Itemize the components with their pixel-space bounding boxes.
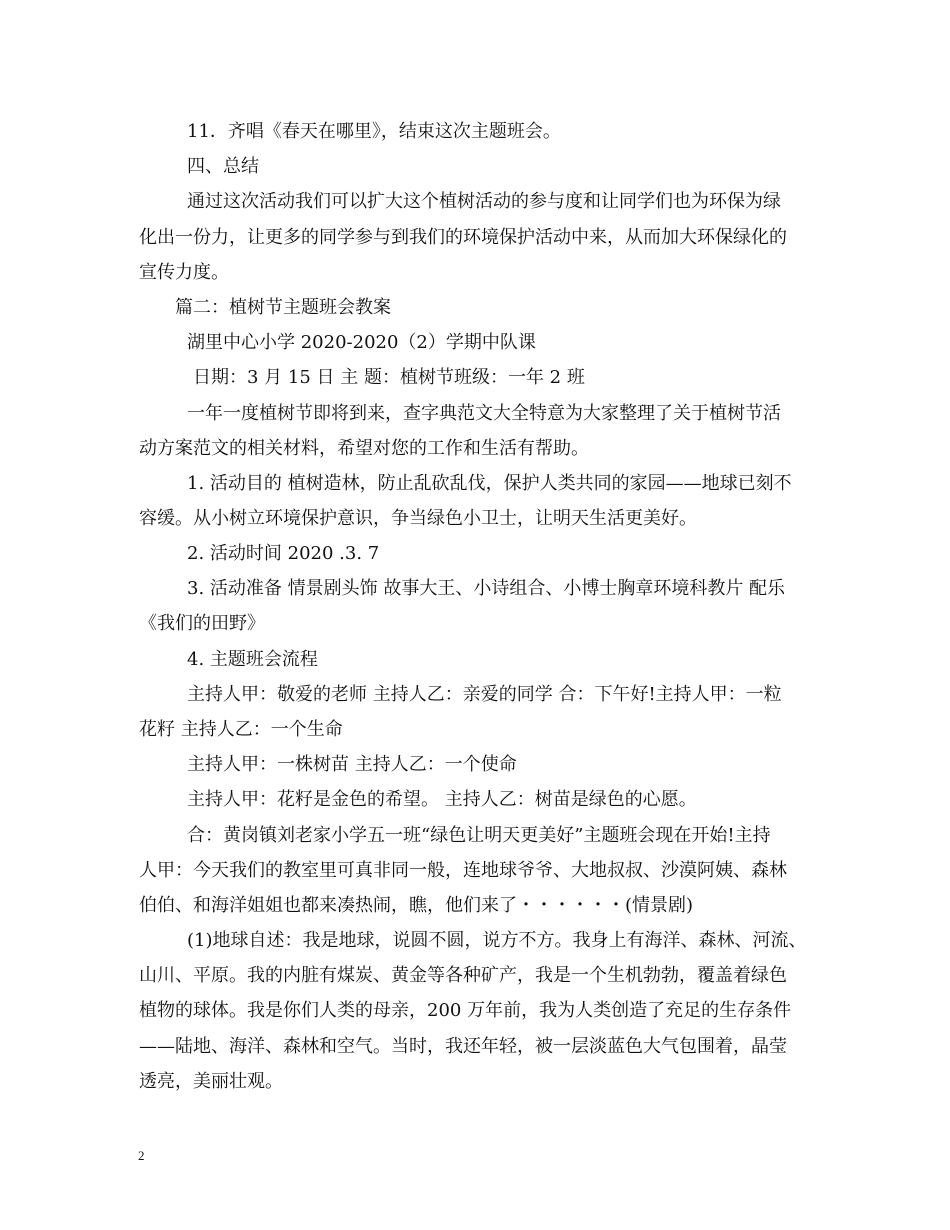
text-line: 植物的球体。我是你们人类的母亲，200 万年前，我为人类创造了充足的生存条件 — [139, 1000, 792, 1021]
text-line: 通过这次活动我们可以扩大这个植树活动的参与度和让同学们也为环保为绿 — [187, 191, 781, 212]
page-number: 2 — [138, 1148, 145, 1163]
text-line: 山川、平原。我的内脏有煤炭、黄金等各种矿产，我是一个生机勃勃，覆盖着绿色 — [139, 965, 787, 986]
text-line: 宣传力度。 — [139, 262, 229, 283]
section-heading: 篇二：植树节主题班会教案 — [175, 297, 391, 318]
text-line: 4. 主题班会流程 — [187, 649, 318, 670]
text-line: 3. 活动准备 情景剧头饰 故事大王、小诗组合、小博士胸章环境科教片 配乐 — [187, 578, 786, 599]
section-heading: 四、总结 — [187, 156, 259, 177]
text-line: 《我们的田野》 — [139, 613, 265, 634]
text-line: 伯伯、和海洋姐姐也都来凑热闹，瞧，他们来了・・・・・・(情景剧) — [139, 895, 694, 916]
text-line: 主持人甲：花籽是金色的希望。 主持人乙：树苗是绿色的心愿。 — [187, 789, 697, 810]
text-line: ——陆地、海洋、森林和空气。当时，我还年轻，被一层淡蓝色大气包围着，晶莹 — [139, 1036, 787, 1057]
text-line: 容缓。从小树立环境保护意识，争当绿色小卫士，让明天生活更美好。 — [139, 508, 697, 529]
text-line: 主持人甲：敬爱的老师 主持人乙：亲爱的同学 合：下午好!主持人甲：一粒 — [187, 684, 782, 705]
text-line: 化出一份力，让更多的同学参与到我们的环境保护活动中来，从而加大环保绿化的 — [139, 227, 787, 248]
text-line: 花籽 主持人乙：一个生命 — [139, 719, 343, 740]
text-line: 2. 活动时间 2020 .3. 7 — [187, 543, 380, 564]
text-line: 动方案范文的相关材料，希望对您的工作和生活有帮助。 — [139, 438, 589, 459]
text-line: 1. 活动目的 植树造林，防止乱砍乱伐，保护人类共同的家园——地球已刻不 — [187, 473, 792, 494]
text-line: 湖里中心小学 2020-2020（2）学期中队课 — [187, 332, 536, 353]
text-line: 一年一度植树节即将到来，查字典范文大全特意为大家整理了关于植树节活 — [187, 403, 781, 424]
text-line: 主持人甲：一株树苗 主持人乙：一个使命 — [187, 754, 517, 775]
text-line: 合：黄岗镇刘老家小学五一班“绿色让明天更美好”主题班会现在开始!主持 — [187, 825, 771, 846]
text-line: 透亮，美丽壮观。 — [139, 1071, 283, 1092]
text-line: (1)地球自述：我是地球，说圆不圆，说方不方。我身上有海洋、森林、河流、 — [187, 930, 807, 951]
text-line: 11．齐唱《春天在哪里》，结束这次主题班会。 — [187, 121, 561, 142]
text-line: 人甲：今天我们的教室里可真非同一般，连地球爷爷、大地叔叔、沙漠阿姨、森林 — [139, 860, 787, 881]
text-line: 日期：3 月 15 日 主 题：植树节班级：一年 2 班 — [193, 367, 585, 388]
